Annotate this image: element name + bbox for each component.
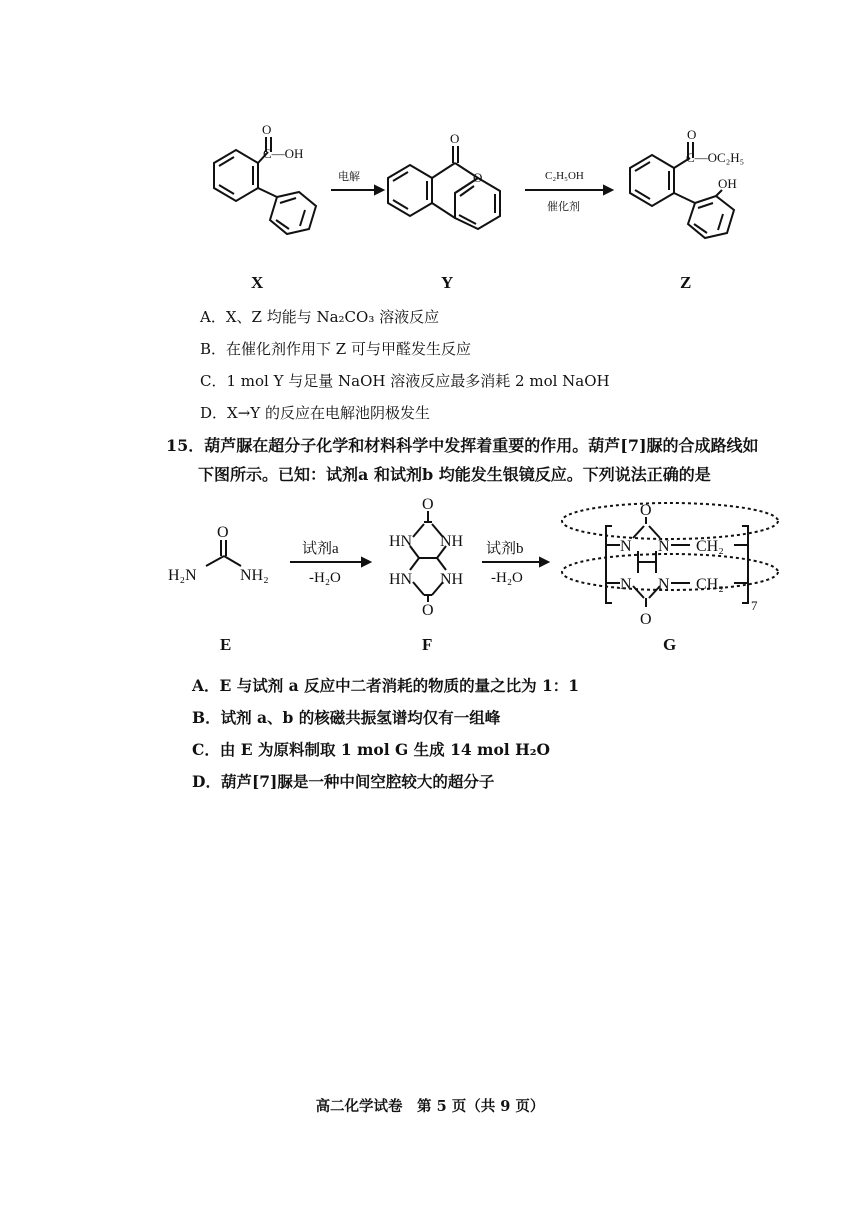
arrow1-label: 电解 xyxy=(338,171,360,183)
q14-option-c: C．1 mol Y 与足量 NaOH 溶液反应最多消耗 2 mol NaOH xyxy=(200,372,610,390)
compound-label-e: E xyxy=(220,635,232,654)
f-o-bottom: O xyxy=(422,602,434,619)
f-nh-upper: NH xyxy=(440,533,464,550)
g-ch2-upper: CH₂ xyxy=(696,538,724,555)
page-footer: 高二化学试卷 第 5 页（共 9 页） xyxy=(315,1098,545,1115)
q15-option-a: A．E 与试剂 a 反应中二者消耗的物质的量之比为 1：1 xyxy=(192,676,580,695)
q14-option-a: A．X、Z 均能与 Na₂CO₃ 溶液反应 xyxy=(200,308,440,326)
y-carbonyl-o: O xyxy=(450,131,460,146)
arrow2-bottom-label: 催化剂 xyxy=(547,201,580,213)
f-hn-lower: HN xyxy=(389,571,413,588)
compound-label-x: X xyxy=(251,273,264,292)
g-n-upper-left: N xyxy=(620,538,632,555)
q14-option-d: D．X→Y 的反应在电解池阴极发生 xyxy=(200,404,430,422)
compound-label-g: G xyxy=(663,635,677,654)
q15-option-c: C．由 E 为原料制取 1 mol G 生成 14 mol H₂O xyxy=(192,740,550,759)
q15-stem-line2: 下图所示。已知：试剂a 和试剂b 均能发生银镜反应。下列说法正确的是 xyxy=(198,465,711,484)
arrow2-minus-water: -H₂O xyxy=(491,570,523,586)
reagent-b-label: 试剂b xyxy=(486,541,524,557)
q15-option-d: D．葫芦[7]脲是一种中间空腔较大的超分子 xyxy=(192,772,495,791)
f-o-top: O xyxy=(422,496,434,513)
e-h2n: H₂N xyxy=(168,567,197,584)
arrow1-minus-water: -H₂O xyxy=(309,570,341,586)
g-ch2-lower: CH₂ xyxy=(696,576,724,593)
arrow2-top-label: C₂H₅OH xyxy=(545,170,584,182)
e-nh2: NH₂ xyxy=(240,567,269,584)
g-n-lower-left: N xyxy=(620,576,632,593)
q15-option-b: B．试剂 a、b 的核磁共振氢谱均仅有一组峰 xyxy=(192,708,501,727)
f-nh-lower: NH xyxy=(440,571,464,588)
g-repeat-subscript: 7 xyxy=(751,598,758,613)
g-o-top: O xyxy=(640,502,652,519)
compound-label-f: F xyxy=(422,635,433,654)
y-ring-o: O xyxy=(473,170,483,185)
z-carbonyl-o: O xyxy=(687,127,697,142)
e-o: O xyxy=(217,524,229,541)
g-n-lower-right: N xyxy=(658,576,670,593)
x-carbonyl-o: O xyxy=(262,122,272,137)
g-o-bottom: O xyxy=(640,611,652,628)
q15-stem-line1: 15．葫芦脲在超分子化学和材料科学中发挥着重要的作用。葫芦[7]脲的合成路线如 xyxy=(166,436,759,455)
reagent-a-label: 试剂a xyxy=(302,541,339,557)
z-ester-text: C—OC₂H₅ xyxy=(686,150,745,165)
f-hn-upper: HN xyxy=(389,533,413,550)
q14-option-b: B．在催化剂作用下 Z 可与甲醛发生反应 xyxy=(200,340,471,358)
z-oh-text: OH xyxy=(718,176,737,191)
x-cooh-text: C—OH xyxy=(263,146,304,161)
g-n-upper-right: N xyxy=(658,538,670,555)
compound-label-z: Z xyxy=(680,273,692,292)
compound-label-y: Y xyxy=(441,273,454,292)
